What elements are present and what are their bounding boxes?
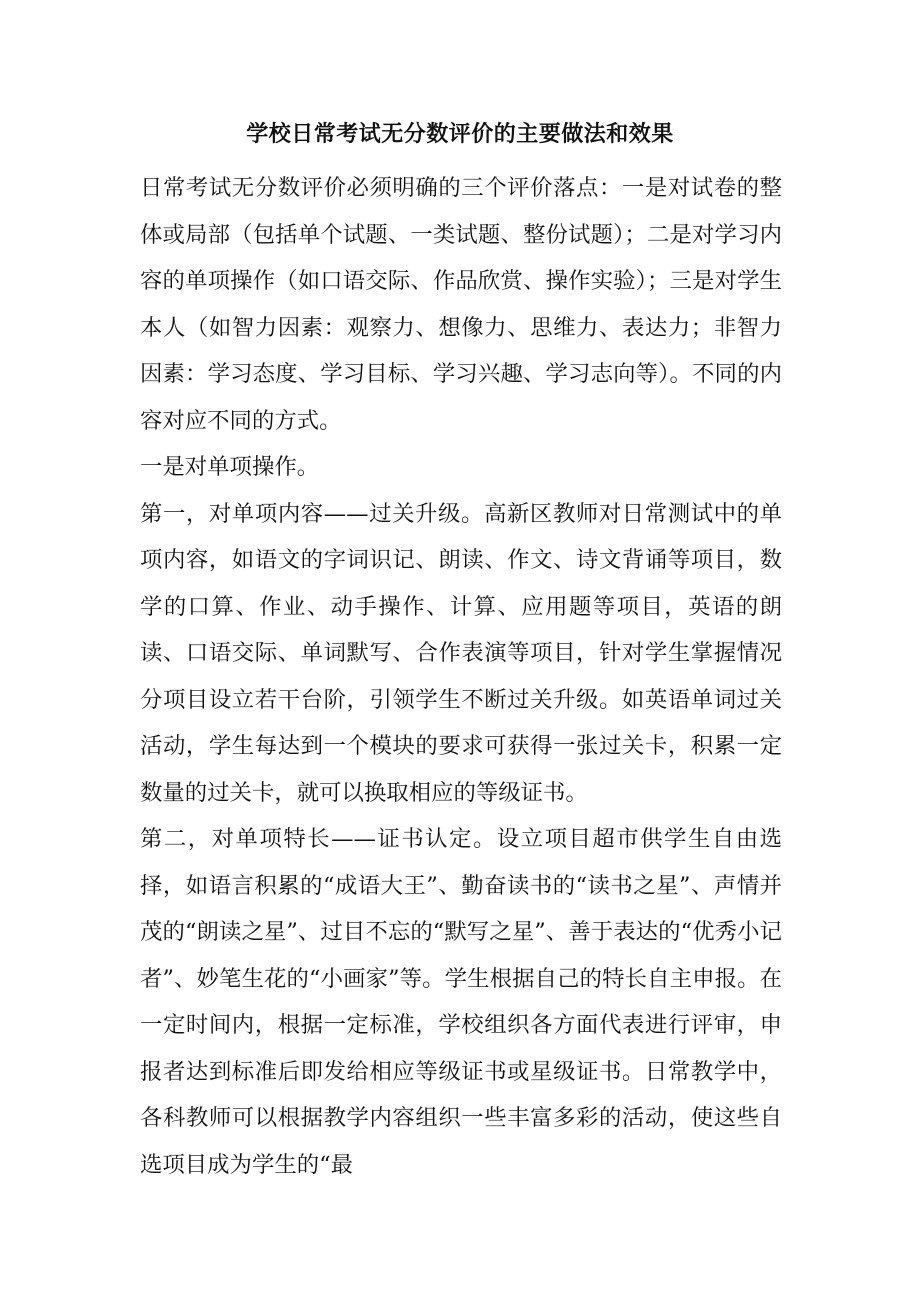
paragraph-section-heading: 一是对单项操作。 <box>140 454 320 480</box>
paragraph-first-point: 第一，对单项内容——过关升级。高新区教师对日常测试中的单项内容，如语文的字词识记、朗读、作文、诗文背诵等项目，数学的口算、作业、动手操作、计算、应用题等项目，英语的朗读、口语交际、单词默写、合作表演等项目，针对学生掌握情况分项目设立若干台阶，引领学生不断过关升级。如英语单词过关活动，学生每达到一个模块的要求可获得一张过关卡，积累一定数量的过关卡，就可以换取相应的等级证书。 <box>140 500 782 806</box>
document-body <box>140 165 782 1188</box>
page-title: 学校日常考试无分数评价的主要做法和效果 <box>246 121 674 147</box>
paragraph-second-point: 第二，对单项特长——证书认定。设立项目超市供学生自由选择，如语言积累的“成语大王”、勤奋读书的“读书之星”、声情并茂的“朗读之星”、过目不忘的“默写之星”、善于表达的“优秀小记者”、妙笔生花的“小画家”等。学生根据自己的特长自主申报。在一定时间内，根据一定标准，学校组织各方面代表进行评审，申报者达到标准后即发给相应等级证书或星级证书。日常教学中，各科教师可以根据教学内容组织一些丰富多彩的活动，使这些自选项目成为学生的“最 <box>140 826 782 1178</box>
paragraph-intro: 日常考试无分数评价必须明确的三个评价落点：一是对试卷的整体或局部（包括单个试题、一类试题、整份试题）；二是对学习内容的单项操作（如口语交际、作品欣赏、操作实验）；三是对学生本人（如智力因素：观察力、想像力、思维力、表达力；非智力因素：学习态度、学习目标、学习兴趣、学习志向等）。不同的内容对应不同的方式。 <box>140 175 782 434</box>
